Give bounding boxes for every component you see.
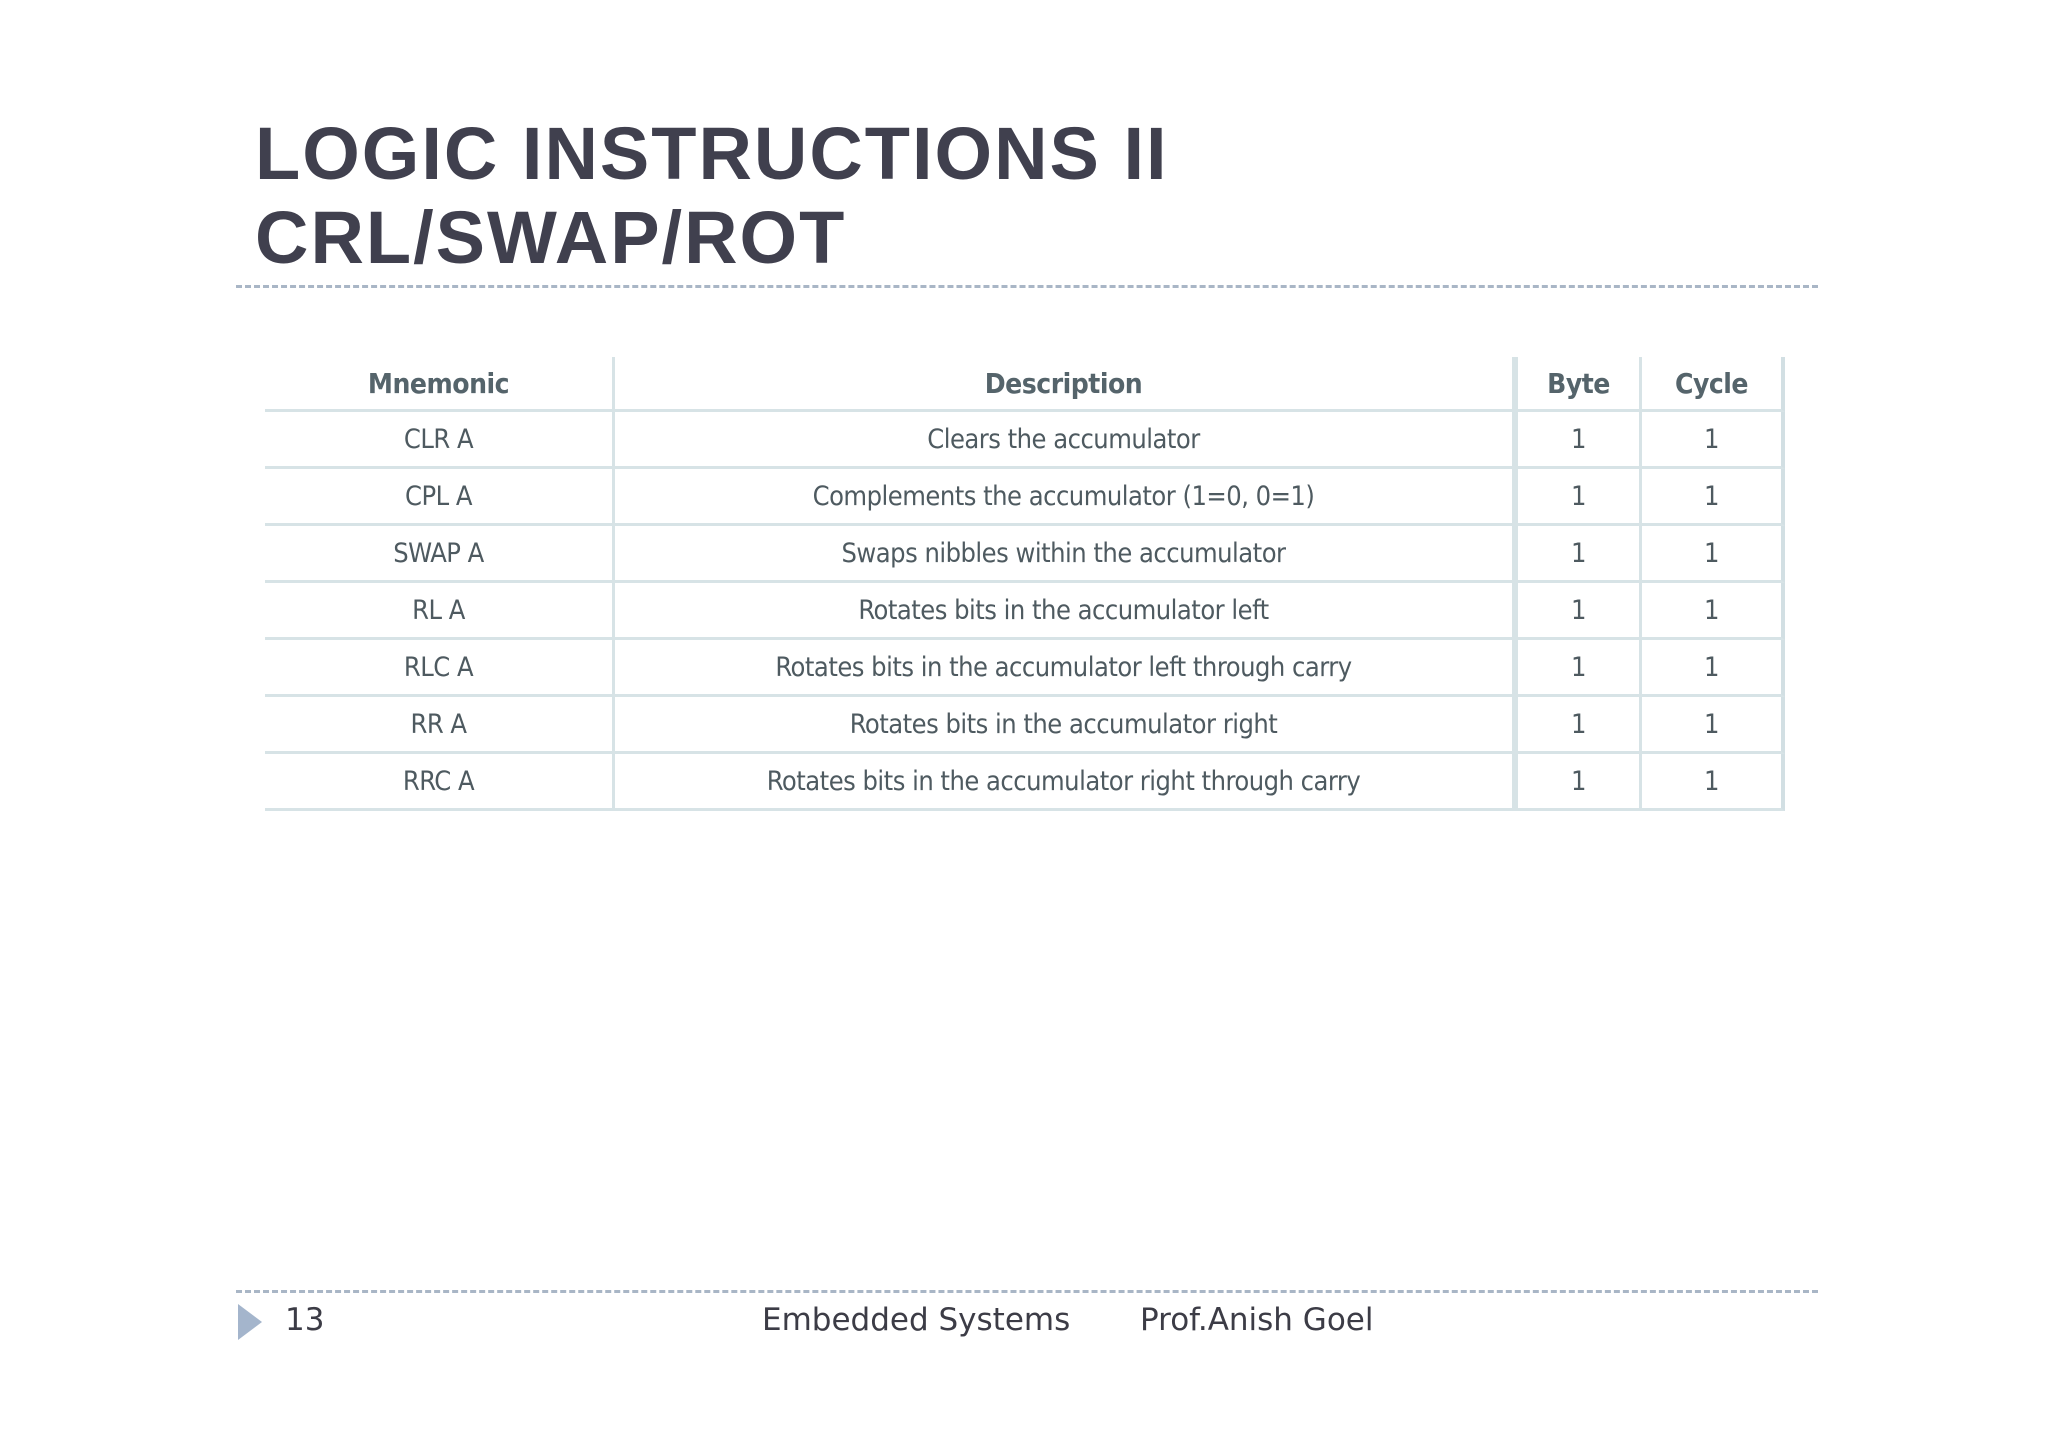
slide-title-line-1: LOGIC INSTRUCTIONS II (255, 112, 1169, 195)
table-row (265, 640, 1785, 697)
slide-title-line-2: CRL/SWAP/ROT (255, 196, 847, 279)
cell-description: Rotates bits in the accumulator left through carry (615, 640, 1515, 697)
cell-byte: 1 (1515, 412, 1642, 469)
cell-byte: 1 (1515, 697, 1642, 754)
footer-course-title: Embedded Systems (762, 1302, 1071, 1338)
table-row (265, 583, 1785, 640)
instruction-table (265, 357, 1785, 811)
header-description: Description (615, 357, 1515, 412)
header-byte: Byte (1515, 357, 1642, 412)
cell-cycle: 1 (1642, 412, 1785, 469)
cell-byte: 1 (1515, 640, 1642, 697)
cell-mnemonic: SWAP A (265, 526, 615, 583)
cell-cycle: 1 (1642, 754, 1785, 811)
cell-cycle: 1 (1642, 526, 1785, 583)
cell-mnemonic: RRC A (265, 754, 615, 811)
table-row (265, 412, 1785, 469)
cell-description: Rotates bits in the accumulator right through carry (615, 754, 1515, 811)
cell-description: Clears the accumulator (615, 412, 1515, 469)
cell-mnemonic: RLC A (265, 640, 615, 697)
instruction-table-container (265, 357, 1785, 811)
footer-author: Prof.Anish Goel (1140, 1302, 1374, 1338)
table-row (265, 469, 1785, 526)
slide-title (255, 112, 1169, 280)
cell-description: Rotates bits in the accumulator left (615, 583, 1515, 640)
cell-mnemonic: RL A (265, 583, 615, 640)
cell-cycle: 1 (1642, 640, 1785, 697)
cell-byte: 1 (1515, 526, 1642, 583)
cell-description: Complements the accumulator (1=0, 0=1) (615, 469, 1515, 526)
cell-description: Rotates bits in the accumulator right (615, 697, 1515, 754)
table-row (265, 754, 1785, 811)
header-mnemonic: Mnemonic (265, 357, 615, 412)
title-divider (236, 285, 1818, 288)
cell-description: Swaps nibbles within the accumulator (615, 526, 1515, 583)
cell-cycle: 1 (1642, 583, 1785, 640)
header-cycle: Cycle (1642, 357, 1785, 412)
cell-mnemonic: CPL A (265, 469, 615, 526)
cell-mnemonic: RR A (265, 697, 615, 754)
cell-byte: 1 (1515, 469, 1642, 526)
cell-byte: 1 (1515, 754, 1642, 811)
page-number: 13 (285, 1302, 325, 1338)
table-header-row (265, 357, 1785, 412)
cell-cycle: 1 (1642, 469, 1785, 526)
cell-mnemonic: CLR A (265, 412, 615, 469)
cell-cycle: 1 (1642, 697, 1785, 754)
triangle-right-icon (238, 1304, 262, 1340)
table-row (265, 697, 1785, 754)
table-row (265, 526, 1785, 583)
cell-byte: 1 (1515, 583, 1642, 640)
footer-divider (236, 1290, 1818, 1293)
